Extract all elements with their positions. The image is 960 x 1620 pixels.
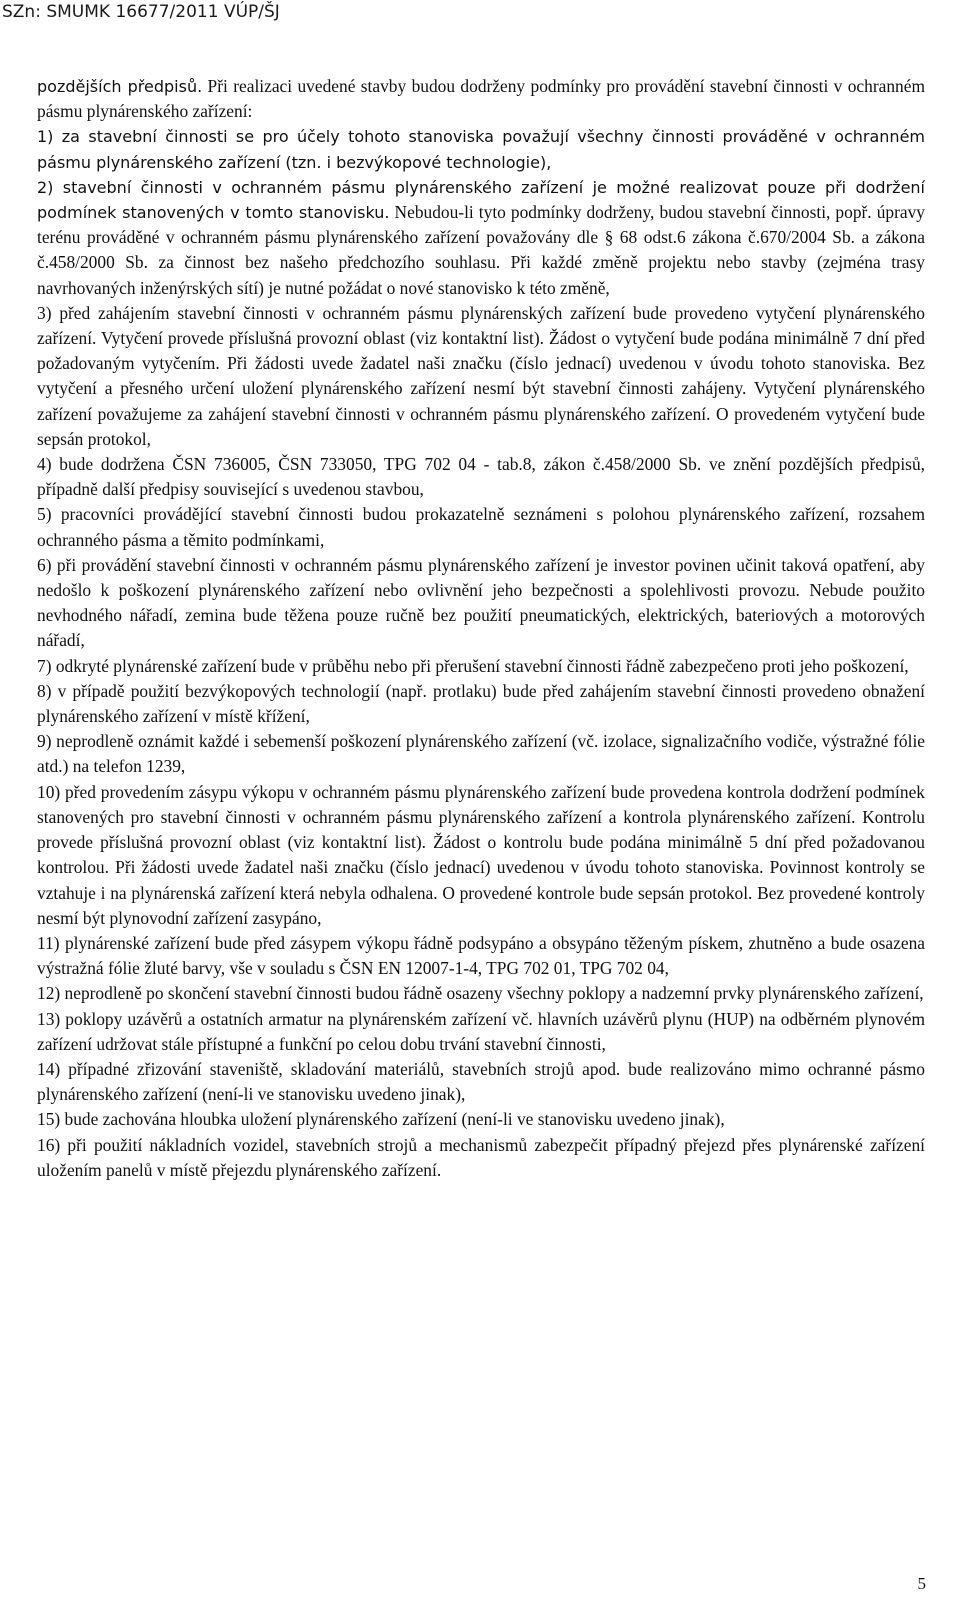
condition-item-13: 13) poklopy uzávěrů a ostatních armatur na plynárenském zařízení vč. hlavních uzávěrů plynu (HUP) na odběrném plynovém zařízení udržovat stále přístupné a funkční po celou dobu trvání stavební činnosti,: [37, 1008, 925, 1054]
condition-item-6: 6) při provádění stavební činnosti v ochranném pásmu plynárenského zařízení je investor povinen učinit taková opatření, aby nedošlo k poškození plynárenského zařízení nebo ovlivnění jeho bezpečnosti a spolehlivosti provozu. Nebude použito nevhodného nářadí, zemina bude těžena pouze ručně bez použití pneumatických, elektrických, bateriových a motorových nářadí,: [37, 554, 925, 651]
condition-item-1: 1) za stavební činnosti se pro účely tohoto stanoviska považují všechny činnosti prováděné v ochranném pásmu plynárenského zařízení (tzn. i bezvýkopové technologie),: [37, 127, 925, 172]
condition-item-16: 16) při použití nákladních vozidel, stavebních strojů a mechanismů zabezpečit případný přejezd přes plynárenské zařízení uložením panelů v místě přejezdu plynárenského zařízení.: [37, 1134, 925, 1180]
document-body: [37, 74, 925, 1183]
opening-text: Při realizaci uvedené stavby budou dodrženy podmínky pro provádění stavební činnosti v ochranném pásmu plynárenského zařízení:: [37, 76, 925, 122]
condition-item-3: 3) před zahájením stavební činnosti v ochranném pásmu plynárenských zařízení bude provedeno vytyčení plynárenského zařízení. Vytyčení provede příslušná provozní oblast (viz kontaktní list). Žádost o vytyčení bude podána minimálně 7 dní před požadovaným vytyčením. Při žádosti uvede žadatel naši značku (číslo jednací) uvedenou v úvodu tohoto stanoviska. Bez vytyčení a přesného určení uložení plynárenského zařízení nesmí být stavební činnosti zahájeny. Vytyčení plynárenského zařízení považujeme za zahájení stavební činnosti v ochranném pásmu plynárenského zařízení. O provedeném vytyčení bude sepsán protokol,: [37, 302, 925, 449]
document-reference-header: SZn: SMUMK 16677/2011 VÚP/ŠJ: [2, 2, 280, 22]
condition-item-10: 10) před provedením zásypu výkopu v ochranném pásmu plynárenského zařízení bude provedena kontrola dodržení podmínek stanovených pro stavební činnosti v ochranném pásmu plynárenského zařízení a kontrola plynárenského zařízení. Kontrolu provede příslušná provozní oblast (viz kontaktní list). Žádost o kontrolu bude podána minimálně 5 dní před požadovanou kontrolou. Při žádosti uvede žadatel naši značku (číslo jednací) uvedenou v úvodu tohoto stanoviska. Povinnost kontroly se vztahuje i na plynárenská zařízení která nebyla odhalena. O provedené kontrole bude sepsán protokol. Bez provedené kontroly nesmí být plynovodní zařízení zasypáno,: [37, 781, 925, 928]
condition-item-8: 8) v případě použití bezvýkopových technologií (např. protlaku) bude před zahájením stavební činnosti provedeno obnažení plynárenského zařízení v místě křížení,: [37, 680, 925, 727]
condition-item-2-text: Nebudou-li tyto podmínky dodrženy, budou stavební činnosti, popř. úpravy terénu prováděné v ochranném pásmu plynárenského zařízení považovány dle § 68 odst.6 zákona č.670/2004 Sb. a zákona č.458/2000 Sb. za činnost bez našeho předchozího souhlasu. Při každé změně projektu nebo stavby (zejména trasy navrhovaných inženýrských sítí) je nutné požádat o nové stanovisko k této změně,: [37, 202, 925, 298]
condition-item-2: [37, 175, 925, 301]
condition-item-9: 9) neprodleně oznámit každé i sebemenší poškození plynárenského zařízení (vč. izolace, signalizačního vodiče, výstražné fólie atd.) na telefon 1239,: [37, 731, 925, 777]
opening-paragraph: [37, 74, 925, 124]
opening-text-sans: pozdějších předpisů.: [37, 77, 203, 96]
condition-item-14: 14) případné zřizování staveniště, skladování materiálů, stavebních strojů apod. bude realizováno mimo ochranné pásmo plynárenského zařízení (není-li ve stanovisku uvedeno jinak),: [37, 1058, 925, 1105]
condition-item-11: 11) plynárenské zařízení bude před zásypem výkopu řádně podsypáno a obsypáno těženým pískem, zhutněno a bude osazena výstražná fólie žluté barvy, vše v souladu s ČSN EN 12007-1-4, TPG 702 01, TPG 702 04,: [37, 932, 925, 979]
condition-item-7: 7) odkryté plynárenské zařízení bude v průběhu nebo při přerušení stavební činnosti řádně zabezpečeno proti jeho poškození,: [37, 655, 909, 676]
condition-item-4: 4) bude dodržena ČSN 736005, ČSN 733050, TPG 702 04 - tab.8, zákon č.458/2000 Sb. ve znění pozdějších předpisů, případně další předpisy související s uvedenou stavbou,: [37, 454, 925, 500]
page-number: 5: [917, 1574, 926, 1593]
condition-item-12: 12) neprodleně po skončení stavební činnosti budou řádně osazeny všechny poklopy a nadzemní prvky plynárenského zařízení,: [37, 983, 924, 1004]
condition-item-5: 5) pracovníci provádějící stavební činnosti budou prokazatelně seznámeni s polohou plynárenského zařízení, rozsahem ochranného pásma a těmito podmínkami,: [37, 504, 925, 550]
condition-item-2-sans: 2) stavební činnosti v ochranném pásmu plynárenského zařízení je možné realizovat pouze při dodržení podmínek stanovených v tomto stanovisku.: [37, 177, 925, 223]
condition-item-15: 15) bude zachována hloubka uložení plynárenského zařízení (není-li ve stanovisku uvedeno jinak),: [37, 1109, 725, 1130]
